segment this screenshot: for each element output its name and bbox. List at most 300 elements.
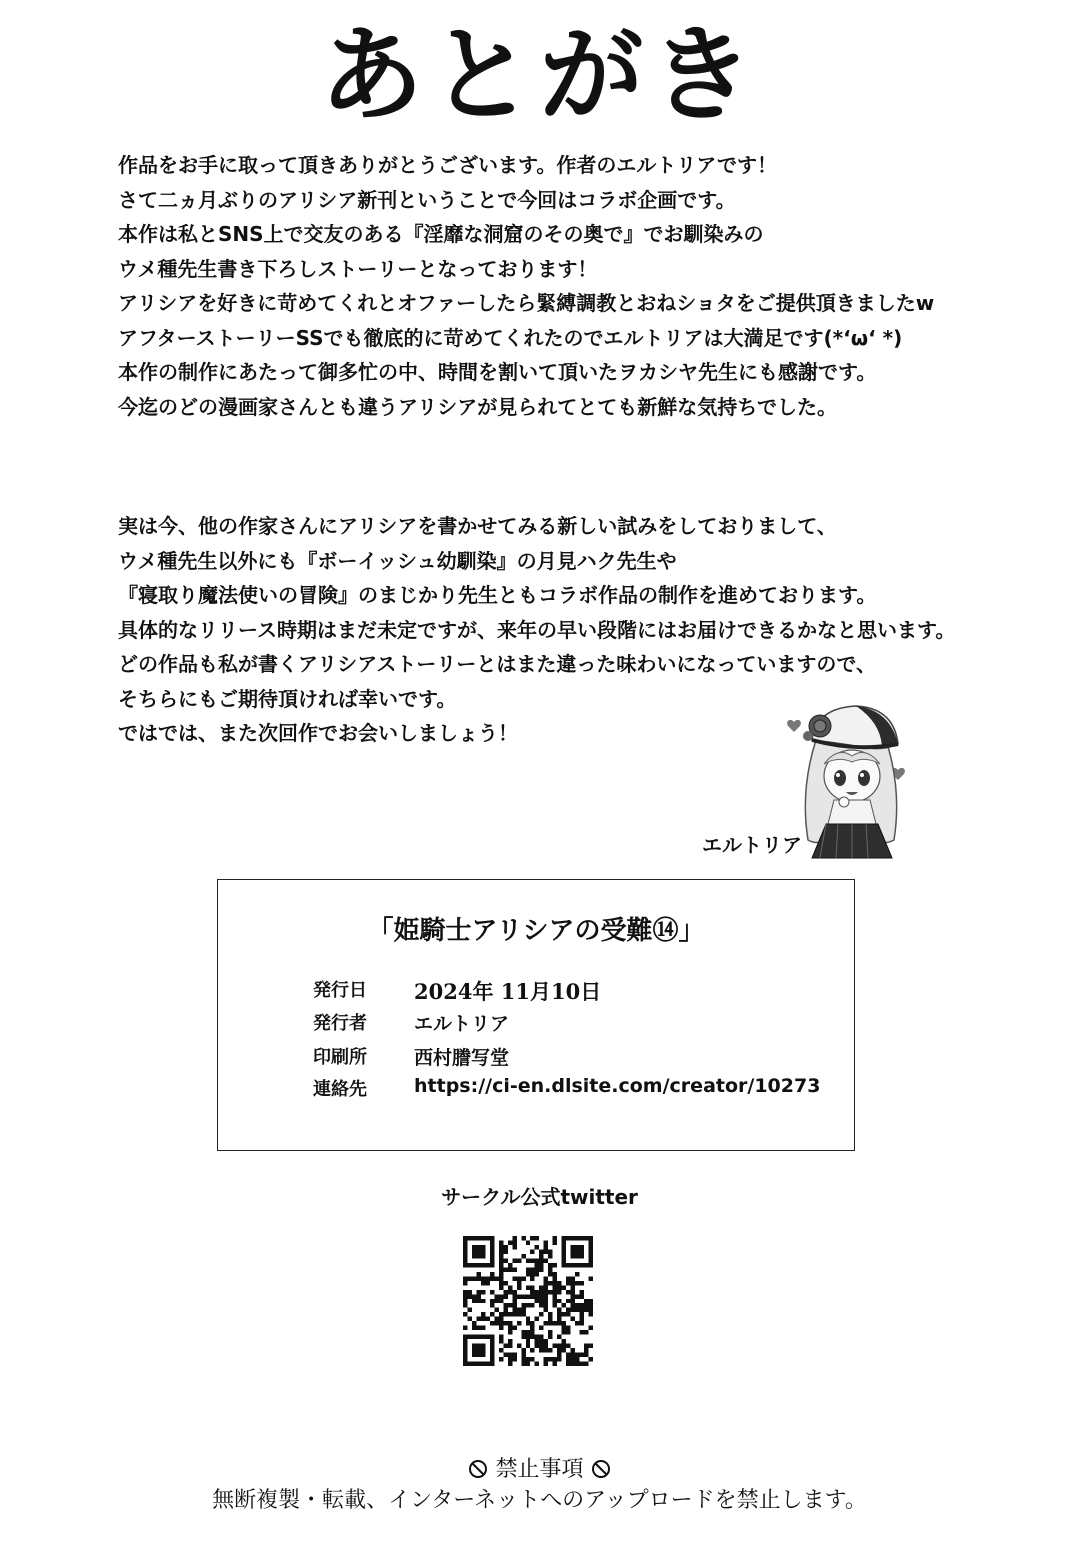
qr-module <box>490 1258 494 1262</box>
qr-module <box>571 1254 575 1258</box>
qr-module <box>512 1312 516 1316</box>
qr-module <box>512 1353 516 1357</box>
qr-module <box>472 1348 476 1352</box>
qr-module <box>463 1281 467 1285</box>
qr-module <box>571 1353 575 1357</box>
qr-module <box>463 1339 467 1343</box>
qr-module <box>535 1362 539 1366</box>
qr-module <box>499 1281 503 1285</box>
qr-module <box>548 1312 552 1316</box>
qr-module <box>575 1272 579 1276</box>
qr-module <box>476 1317 480 1321</box>
qr-module <box>589 1236 593 1240</box>
qr-module <box>589 1312 593 1316</box>
qr-module <box>548 1357 552 1361</box>
qr-module <box>517 1276 521 1280</box>
qr-module <box>584 1353 588 1357</box>
qr-module <box>481 1312 485 1316</box>
qr-module <box>508 1240 512 1244</box>
qr-module <box>584 1303 588 1307</box>
qr-module <box>553 1321 557 1325</box>
qr-module <box>548 1335 552 1339</box>
qr-module <box>584 1348 588 1352</box>
qr-module <box>562 1303 566 1307</box>
qr-module <box>476 1362 480 1366</box>
qr-module <box>481 1254 485 1258</box>
qr-module <box>530 1276 534 1280</box>
qr-module <box>463 1236 467 1240</box>
qr-module <box>539 1344 543 1348</box>
qr-module <box>503 1312 507 1316</box>
prohibited-icon <box>468 1459 488 1479</box>
qr-module <box>535 1335 539 1339</box>
qr-module <box>553 1294 557 1298</box>
qr-module <box>481 1326 485 1330</box>
qr-module <box>481 1290 485 1294</box>
qr-module <box>503 1249 507 1253</box>
qr-module <box>499 1339 503 1343</box>
qr-module <box>512 1267 516 1271</box>
qr-module <box>526 1339 530 1343</box>
qr-module <box>589 1299 593 1303</box>
qr-module <box>544 1321 548 1325</box>
qr-module <box>512 1258 516 1262</box>
qr-module <box>521 1335 525 1339</box>
qr-module <box>566 1308 570 1312</box>
qr-module <box>580 1308 584 1312</box>
qr-module <box>485 1236 489 1240</box>
qr-module <box>580 1263 584 1267</box>
qr-module <box>512 1236 516 1240</box>
qr-module <box>463 1362 467 1366</box>
qr-module <box>566 1290 570 1294</box>
qr-module <box>526 1294 530 1298</box>
qr-module <box>580 1290 584 1294</box>
qr-module <box>512 1326 516 1330</box>
qr-module <box>490 1299 494 1303</box>
qr-module <box>490 1335 494 1339</box>
qr-module <box>584 1236 588 1240</box>
qr-module <box>463 1344 467 1348</box>
qr-module <box>530 1249 534 1253</box>
text-line: そちらにもご期待頂ければ幸いです。 <box>118 686 457 711</box>
qr-module <box>463 1276 467 1280</box>
qr-module <box>553 1290 557 1294</box>
qr-module <box>553 1236 557 1240</box>
qr-module <box>571 1294 575 1298</box>
qr-module <box>508 1312 512 1316</box>
qr-module <box>580 1362 584 1366</box>
qr-module <box>562 1245 566 1249</box>
prohibition-text: 無断複製・転載、インターネットへのアップロードを禁止します。 <box>212 1488 867 1513</box>
text-line: ではでは、また次回作でお会いしましょう！ <box>118 721 518 745</box>
qr-module <box>481 1245 485 1249</box>
qr-module <box>548 1254 552 1258</box>
qr-module <box>485 1317 489 1321</box>
qr-module <box>535 1267 539 1271</box>
qr-module <box>499 1258 503 1262</box>
qr-module <box>544 1276 548 1280</box>
qr-module <box>517 1294 521 1298</box>
text-line: 作品をお手に取って頂きありがとうございます。作者のエルトリアです！ <box>118 153 777 177</box>
qr-module <box>557 1299 561 1303</box>
qr-module <box>508 1339 512 1343</box>
qr-module <box>521 1353 525 1357</box>
qr-module <box>490 1263 494 1267</box>
qr-module <box>490 1272 494 1276</box>
text-line: ウメ種先生以外にも『ボーイッシュ幼馴染』の月見ハク先生や <box>118 548 677 573</box>
qr-module <box>499 1357 503 1361</box>
colophon-label: 連絡先 <box>313 1079 367 1100</box>
qr-module <box>481 1362 485 1366</box>
qr-module <box>548 1249 552 1253</box>
qr-module <box>503 1245 507 1249</box>
qr-module <box>526 1344 530 1348</box>
qr-module <box>472 1236 476 1240</box>
qr-module <box>562 1344 566 1348</box>
qr-module <box>467 1335 471 1339</box>
qr-module <box>481 1335 485 1339</box>
prohibition-heading <box>0 1452 1079 1483</box>
qr-module <box>463 1303 467 1307</box>
qr-module <box>499 1240 503 1244</box>
qr-module <box>485 1335 489 1339</box>
qr-module <box>508 1321 512 1325</box>
qr-module <box>566 1299 570 1303</box>
qr-module <box>521 1362 525 1366</box>
qr-module <box>499 1249 503 1253</box>
qr-module <box>490 1348 494 1352</box>
qr-module <box>530 1267 534 1271</box>
qr-module <box>499 1326 503 1330</box>
qr-module <box>521 1294 525 1298</box>
qr-module <box>548 1317 552 1321</box>
qr-module <box>571 1303 575 1307</box>
qr-module <box>580 1303 584 1307</box>
qr-module <box>494 1317 498 1321</box>
qr-module <box>476 1299 480 1303</box>
qr-module <box>512 1294 516 1298</box>
qr-module <box>544 1290 548 1294</box>
qr-module <box>557 1335 561 1339</box>
qr-module <box>503 1281 507 1285</box>
qr-module <box>508 1326 512 1330</box>
qr-module <box>526 1303 530 1307</box>
qr-module <box>476 1249 480 1253</box>
qr-module <box>553 1285 557 1289</box>
qr-module <box>584 1362 588 1366</box>
qr-module <box>490 1353 494 1357</box>
qr-module <box>530 1348 534 1352</box>
qr-module <box>562 1263 566 1267</box>
text-line: さて二ヵ月ぶりのアリシア新刊ということで今回はコラボ企画です。 <box>118 187 736 212</box>
qr-module <box>476 1348 480 1352</box>
qr-module <box>553 1344 557 1348</box>
qr-module <box>539 1267 543 1271</box>
qr-module <box>535 1245 539 1249</box>
qr-module <box>463 1312 467 1316</box>
qr-module <box>521 1348 525 1352</box>
qr-module <box>566 1263 570 1267</box>
colophon-value: エルトリア <box>414 1013 510 1035</box>
qr-module <box>490 1303 494 1307</box>
qr-module <box>494 1321 498 1325</box>
qr-module <box>571 1285 575 1289</box>
qr-module <box>584 1263 588 1267</box>
qr-module <box>512 1290 516 1294</box>
qr-module <box>539 1263 543 1267</box>
qr-module <box>490 1236 494 1240</box>
qr-module <box>571 1281 575 1285</box>
qr-module <box>476 1344 480 1348</box>
qr-module <box>512 1303 516 1307</box>
qr-module <box>544 1348 548 1352</box>
qr-module <box>535 1290 539 1294</box>
qr-module <box>499 1267 503 1271</box>
qr-module <box>463 1290 467 1294</box>
qr-module <box>557 1353 561 1357</box>
qr-module <box>490 1245 494 1249</box>
qr-module <box>485 1362 489 1366</box>
afterword-paragraph-2 <box>118 509 1068 751</box>
qr-module <box>584 1299 588 1303</box>
qr-module <box>589 1254 593 1258</box>
qr-module <box>557 1285 561 1289</box>
qr-code[interactable] <box>463 1236 593 1366</box>
qr-module <box>580 1317 584 1321</box>
qr-module <box>580 1236 584 1240</box>
colophon-box <box>217 879 855 1151</box>
qr-module <box>494 1308 498 1312</box>
qr-module <box>530 1285 534 1289</box>
qr-module <box>535 1258 539 1262</box>
qr-module <box>580 1254 584 1258</box>
qr-module <box>553 1276 557 1280</box>
qr-module <box>463 1245 467 1249</box>
qr-module <box>530 1303 534 1307</box>
qr-module <box>476 1326 480 1330</box>
qr-module <box>517 1312 521 1316</box>
qr-module <box>508 1357 512 1361</box>
qr-module <box>490 1254 494 1258</box>
qr-module <box>580 1321 584 1325</box>
qr-module <box>472 1344 476 1348</box>
qr-module <box>526 1267 530 1271</box>
qr-module <box>544 1303 548 1307</box>
qr-module <box>503 1321 507 1325</box>
qr-module <box>557 1312 561 1316</box>
qr-module <box>476 1254 480 1258</box>
qr-module <box>508 1344 512 1348</box>
qr-module <box>481 1348 485 1352</box>
qr-module <box>553 1240 557 1244</box>
qr-module <box>562 1249 566 1253</box>
qr-module <box>539 1249 543 1253</box>
qr-module <box>499 1276 503 1280</box>
prohibition-heading-text: 禁止事項 <box>495 1457 584 1482</box>
qr-module <box>503 1294 507 1298</box>
text-line: 今迄のどの漫画家さんとも違うアリシアが見られてとても新鮮な気持ちでした。 <box>118 394 837 419</box>
qr-module <box>571 1249 575 1253</box>
qr-module <box>575 1263 579 1267</box>
qr-module <box>503 1267 507 1271</box>
qr-module <box>580 1245 584 1249</box>
qr-module <box>521 1312 525 1316</box>
qr-module <box>562 1330 566 1334</box>
qr-module <box>530 1330 534 1334</box>
qr-module <box>575 1321 579 1325</box>
qr-module <box>566 1312 570 1316</box>
qr-module <box>517 1321 521 1325</box>
qr-module <box>499 1272 503 1276</box>
qr-module <box>467 1308 471 1312</box>
qr-module <box>553 1299 557 1303</box>
qr-module <box>557 1321 561 1325</box>
qr-module <box>463 1254 467 1258</box>
qr-module <box>521 1330 525 1334</box>
qr-module <box>490 1344 494 1348</box>
qr-module <box>589 1263 593 1267</box>
qr-module <box>535 1317 539 1321</box>
qr-module <box>566 1276 570 1280</box>
qr-module <box>535 1263 539 1267</box>
qr-module <box>467 1294 471 1298</box>
qr-module <box>512 1240 516 1244</box>
prohibited-icon <box>591 1459 611 1479</box>
qr-module <box>481 1263 485 1267</box>
qr-module <box>557 1344 561 1348</box>
qr-module <box>499 1254 503 1258</box>
qr-module <box>539 1312 543 1316</box>
qr-module <box>589 1303 593 1307</box>
qr-module <box>553 1362 557 1366</box>
qr-module <box>580 1312 584 1316</box>
qr-module <box>472 1362 476 1366</box>
text-line: アフターストーリーSSでも徹底的に苛めてくれたのでエルトリアは大満足です(*‘ω‘ *) <box>118 325 903 350</box>
qr-module <box>535 1272 539 1276</box>
qr-module <box>490 1240 494 1244</box>
qr-module <box>562 1236 566 1240</box>
qr-module <box>481 1236 485 1240</box>
qr-module <box>463 1335 467 1339</box>
afterword-paragraph-1 <box>118 148 1068 424</box>
qr-module <box>490 1312 494 1316</box>
qr-module <box>481 1276 485 1280</box>
qr-module <box>476 1263 480 1267</box>
qr-module <box>463 1353 467 1357</box>
qr-module <box>499 1348 503 1352</box>
qr-module <box>562 1339 566 1343</box>
text-line: 『寝取り魔法使いの冒険』のまじかり先生ともコラボ作品の制作を進めております。 <box>118 583 877 607</box>
qr-module <box>589 1308 593 1312</box>
qr-module <box>562 1348 566 1352</box>
qr-module <box>463 1294 467 1298</box>
qr-module <box>548 1321 552 1325</box>
qr-module <box>467 1362 471 1366</box>
text-line: 本作は私とSNS上で交友のある『淫靡な洞窟のその奥で』でお馴染みの <box>118 222 764 246</box>
qr-module <box>571 1245 575 1249</box>
text-line: 実は今、他の作家さんにアリシアを書かせてみる新しい試みをしておりまして、 <box>118 514 837 538</box>
qr-module <box>535 1294 539 1298</box>
qr-module <box>463 1240 467 1244</box>
qr-module <box>575 1353 579 1357</box>
qr-module <box>521 1303 525 1307</box>
qr-module <box>499 1335 503 1339</box>
qr-module <box>512 1276 516 1280</box>
qr-module <box>503 1303 507 1307</box>
twitter-label: サークル公式twitter <box>441 1185 638 1209</box>
qr-module <box>499 1294 503 1298</box>
qr-module <box>539 1339 543 1343</box>
qr-module <box>463 1249 467 1253</box>
qr-module <box>499 1317 503 1321</box>
qr-module <box>485 1276 489 1280</box>
qr-module <box>472 1245 476 1249</box>
qr-module <box>494 1294 498 1298</box>
qr-module <box>467 1236 471 1240</box>
qr-module <box>589 1240 593 1244</box>
qr-module <box>512 1299 516 1303</box>
qr-module <box>539 1299 543 1303</box>
qr-module <box>557 1290 561 1294</box>
colophon-value: 2024年 11月10日 <box>414 979 602 1004</box>
qr-module <box>544 1339 548 1343</box>
qr-module <box>490 1357 494 1361</box>
qr-module <box>566 1362 570 1366</box>
qr-module <box>562 1321 566 1325</box>
qr-module <box>571 1299 575 1303</box>
qr-module <box>526 1330 530 1334</box>
qr-module <box>539 1285 543 1289</box>
qr-module <box>481 1281 485 1285</box>
text-line: ウメ種先生書き下ろしストーリーとなっております！ <box>118 256 598 281</box>
qr-module <box>566 1344 570 1348</box>
qr-module <box>499 1263 503 1267</box>
qr-module <box>530 1326 534 1330</box>
contact-link[interactable]: https://ci-en.dlsite.com/creator/10273 <box>414 1075 821 1097</box>
qr-module <box>589 1245 593 1249</box>
qr-module <box>499 1312 503 1316</box>
qr-module <box>521 1357 525 1361</box>
qr-module <box>476 1353 480 1357</box>
qr-module <box>544 1357 548 1361</box>
qr-module <box>557 1308 561 1312</box>
qr-module <box>526 1321 530 1325</box>
qr-module <box>535 1344 539 1348</box>
qr-module <box>526 1285 530 1289</box>
qr-module <box>535 1339 539 1343</box>
qr-module <box>472 1321 476 1325</box>
text-line: アリシアを好きに苛めてくれとオファーしたら緊縛調教とおねショタをご提供頂きましたw <box>118 291 935 315</box>
qr-module <box>490 1321 494 1325</box>
qr-module <box>584 1344 588 1348</box>
qr-module <box>544 1285 548 1289</box>
qr-module <box>539 1335 543 1339</box>
qr-module <box>589 1344 593 1348</box>
qr-module <box>575 1249 579 1253</box>
qr-module <box>562 1285 566 1289</box>
qr-module <box>503 1290 507 1294</box>
qr-module <box>463 1263 467 1267</box>
qr-module <box>481 1249 485 1253</box>
qr-module <box>530 1236 534 1240</box>
qr-module <box>575 1294 579 1298</box>
qr-module <box>463 1348 467 1352</box>
page-title: あとがき <box>319 13 760 136</box>
colophon-label: 発行者 <box>313 1013 367 1034</box>
qr-module <box>539 1254 543 1258</box>
qr-module <box>571 1276 575 1280</box>
